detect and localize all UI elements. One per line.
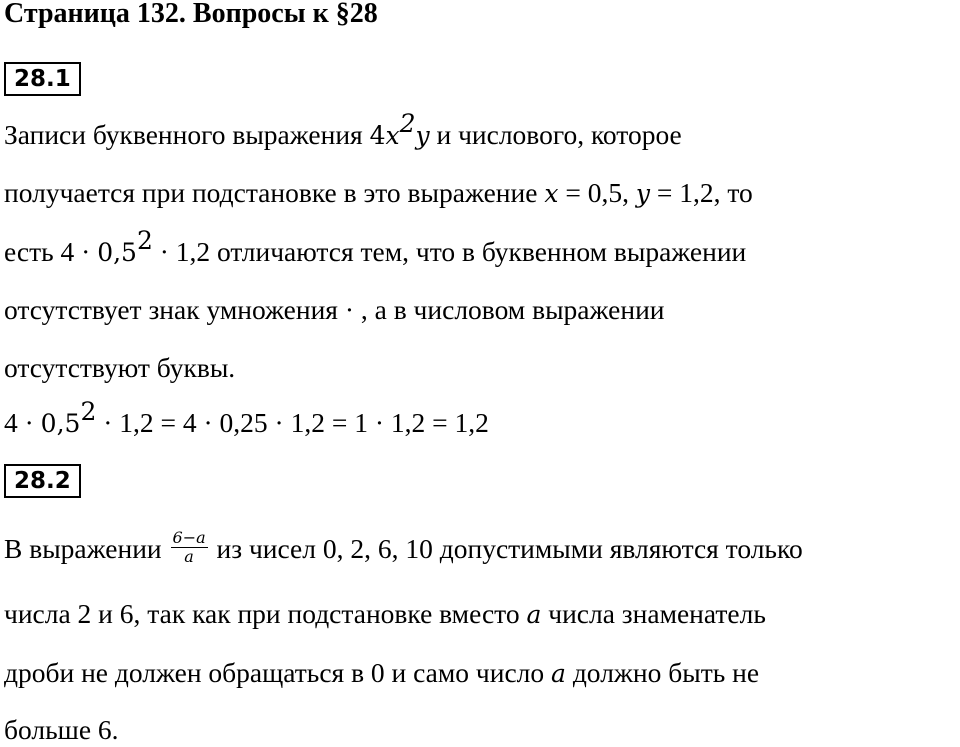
- q1-calculation: $4 \cdot 0,5^2 \cdot 1,2 = 4 \cdot 0,25 \cdot 1,2 = 1 \cdot 1,2 = 1,2$: [4, 397, 489, 438]
- q2-line-3: дроби не должен обращаться в 0 и само число a должно быть не: [4, 657, 760, 688]
- page-title: Страница 132. Вопросы к §28: [4, 0, 378, 29]
- q1-line-1: Записи буквенного выражения $4x^2y$ и числового, которое: [4, 109, 682, 150]
- q2-line-1: В выражении $\frac{6-a}{a}$ из чисел 0, 2, 6, 10 допустимыми являются только: [4, 528, 803, 567]
- q2-line-2: числа 2 и 6, так как при подстановке вместо a числа знаменатель: [4, 598, 766, 629]
- q1-line-4: отсутствует знак умножения · , а в числовом выражении: [4, 294, 665, 325]
- q1-line-2: получается при подстановке в это выражение x = 0,5, y = 1,2, то: [4, 177, 753, 208]
- q2-line-4: больше 6.: [4, 714, 119, 745]
- task-number-28-1: 28.1: [4, 62, 81, 96]
- task-number-28-2: 28.2: [4, 464, 81, 498]
- q1-line-5: отсутствуют буквы.: [4, 352, 236, 383]
- fraction: $\frac{6-a}{a}$: [172, 528, 206, 567]
- q1-line-3: есть $4 \cdot 0,5^2 \cdot 1,2$ отличаются тем, что в буквенном выражении: [4, 226, 747, 267]
